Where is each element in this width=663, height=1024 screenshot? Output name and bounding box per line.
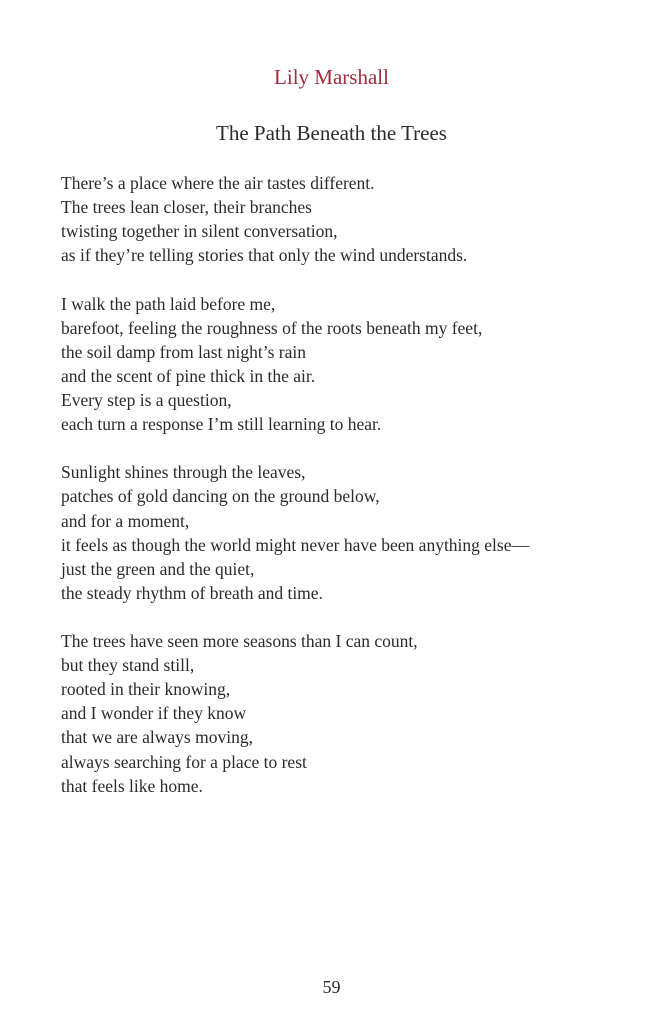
poem-line: that we are always moving,	[61, 727, 253, 748]
poem-line: and I wonder if they know	[61, 703, 247, 724]
poem-line: The trees lean closer, their branches	[61, 197, 312, 218]
poem-line: There’s a place where the air tastes different.	[61, 173, 375, 193]
poem-body	[61, 171, 621, 822]
poem-line: but they stand still,	[61, 655, 195, 676]
page-number: 59	[322, 977, 341, 997]
author-name: Lily Marshall	[274, 65, 389, 89]
poem-line: the steady rhythm of breath and time.	[61, 582, 323, 603]
poem-line: rooted in their knowing,	[61, 679, 231, 700]
stanza-2	[61, 292, 621, 437]
stanza-4	[61, 629, 621, 798]
poem-line: twisting together in silent conversation,	[61, 221, 338, 242]
poem-line: always searching for a place to rest	[61, 751, 307, 772]
poem-line: patches of gold dancing on the ground below,	[61, 486, 380, 507]
poem-line: it feels as though the world might never have been anything else—	[61, 534, 529, 555]
poem-line: I walk the path laid before me,	[61, 293, 276, 314]
poem-line: the soil damp from last night’s rain	[61, 341, 306, 362]
poem-title: The Path Beneath the Trees	[216, 121, 447, 145]
poem-line: The trees have seen more seasons than I can count,	[61, 631, 418, 652]
poem-line: each turn a response I’m still learning to hear.	[61, 414, 382, 435]
poem-line: barefoot, feeling the roughness of the roots beneath my feet,	[61, 317, 483, 338]
stanza-1	[61, 171, 621, 267]
poem-line: Every step is a question,	[61, 389, 232, 410]
poem-line: just the green and the quiet,	[61, 558, 255, 579]
poem-line: and for a moment,	[61, 510, 190, 531]
stanza-3	[61, 460, 621, 605]
poem-line: Sunlight shines through the leaves,	[61, 462, 306, 483]
poem-line: as if they’re telling stories that only the wind understands.	[61, 245, 468, 266]
poem-line: and the scent of pine thick in the air.	[61, 365, 316, 386]
poem-line: that feels like home.	[61, 775, 203, 796]
